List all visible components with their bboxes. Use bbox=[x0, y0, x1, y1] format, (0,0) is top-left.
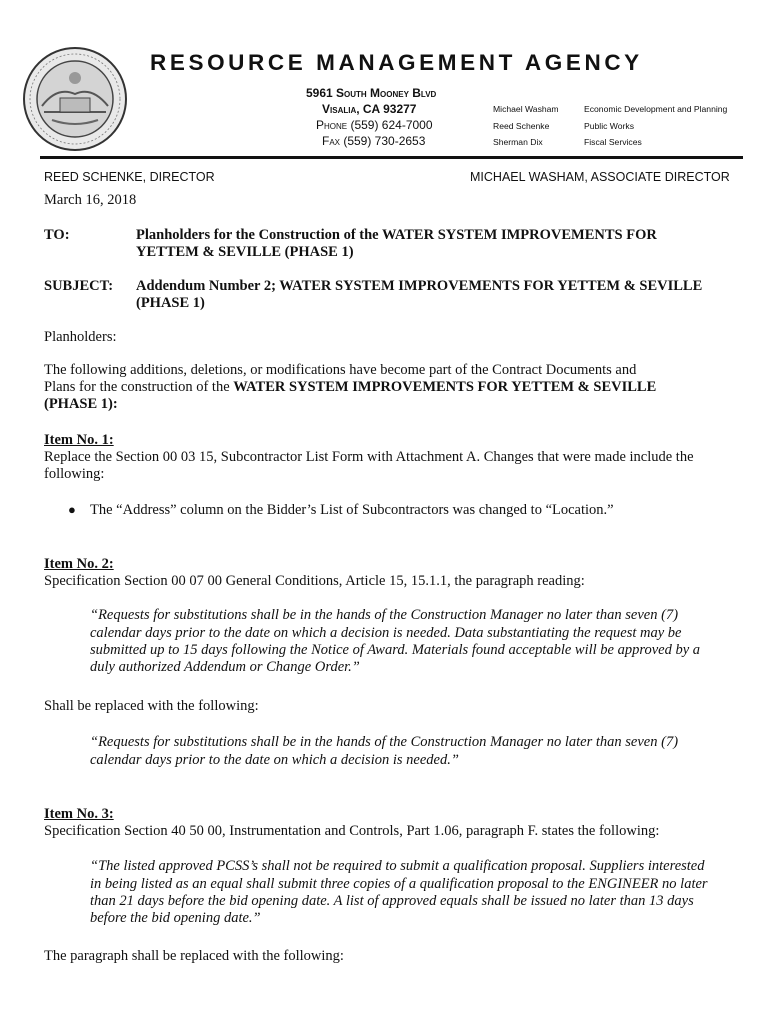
staff-name: Sherman Dix bbox=[493, 137, 543, 147]
item-text: following: bbox=[44, 466, 105, 482]
subject-label: SUBJECT: bbox=[44, 278, 114, 294]
item-text: Specification Section 40 50 00, Instrumentation and Controls, Part 1.06, paragraph F. states the following: bbox=[44, 823, 660, 839]
staff-department: Economic Development and Planning bbox=[584, 104, 728, 114]
quote-line: submitted up to 15 days following the Notice of Award. Materials found acceptable will be approved by a bbox=[90, 642, 701, 658]
quote-line: in being listed as an equal shall submit three copies of a qualification proposal to the ENGINEER no later bbox=[90, 876, 708, 892]
associate-director-name: MICHAEL WASHAM, ASSOCIATE DIRECTOR bbox=[470, 170, 730, 184]
staff-department: Fiscal Services bbox=[584, 137, 642, 147]
bullet-icon: ● bbox=[68, 502, 76, 517]
quote-line: calendar days prior to the date on which a decision is needed. Data substantiating the request may be bbox=[90, 625, 682, 641]
county-seal-logo bbox=[22, 46, 128, 152]
item-heading: Item No. 1: bbox=[44, 432, 114, 448]
item-heading: Item No. 3: bbox=[44, 806, 114, 822]
to-line: YETTEM & SEVILLE (PHASE 1) bbox=[136, 244, 354, 260]
item-text: Specification Section 00 07 00 General Conditions, Article 15, 15.1.1, the paragraph reading: bbox=[44, 573, 585, 589]
intro-line bbox=[44, 379, 656, 397]
address-street: 5961 South Mooney Blvd bbox=[306, 86, 437, 100]
header-divider bbox=[40, 156, 743, 159]
quote-line: “Requests for substitutions shall be in the hands of the Construction Manager no later than seven (7) bbox=[90, 734, 679, 750]
memo-date: March 16, 2018 bbox=[44, 192, 137, 208]
bullet-text: The “Address” column on the Bidder’s List of Subcontractors was changed to “Location.” bbox=[90, 502, 614, 518]
intro-line: The following additions, deletions, or modifications have become part of the Contract Documents and bbox=[44, 362, 637, 378]
replace-line: Shall be replaced with the following: bbox=[44, 698, 259, 714]
quote-line: “Requests for substitutions shall be in the hands of the Construction Manager no later than seven (7) bbox=[90, 607, 679, 623]
staff-name: Reed Schenke bbox=[493, 121, 550, 131]
agency-name: RESOURCE MANAGEMENT AGENCY bbox=[150, 50, 643, 75]
to-line: Planholders for the Construction of the WATER SYSTEM IMPROVEMENTS FOR bbox=[136, 227, 657, 243]
address-city: Visalia, CA 93277 bbox=[322, 102, 417, 116]
replace-line: The paragraph shall be replaced with the following: bbox=[44, 948, 344, 964]
to-label: TO: bbox=[44, 227, 70, 243]
intro-project-name: WATER SYSTEM IMPROVEMENTS FOR YETTEM & SEVILLE bbox=[233, 379, 657, 395]
item-text: Replace the Section 00 03 15, Subcontractor List Form with Attachment A. Changes that were made include the bbox=[44, 449, 694, 465]
quote-line: duly authorized Addendum or Change Order.” bbox=[90, 659, 360, 675]
quote-line: than 21 days before the bid opening date. A list of approved equals shall be issued no later than 13 days bbox=[90, 893, 694, 909]
director-name: REED SCHENKE, DIRECTOR bbox=[44, 170, 215, 184]
staff-department: Public Works bbox=[584, 121, 634, 131]
intro-text: Plans for the construction of the bbox=[44, 379, 234, 395]
subject-line: (PHASE 1) bbox=[136, 295, 205, 311]
quote-line: “The listed approved PCSS’s shall not be required to submit a qualification proposal. Suppliers interested bbox=[90, 858, 705, 874]
quote-line: calendar days prior to the date on which a decision is needed.” bbox=[90, 752, 459, 768]
address-fax: Fax (559) 730-2653 bbox=[322, 134, 426, 148]
item-heading: Item No. 2: bbox=[44, 556, 114, 572]
intro-line: (PHASE 1): bbox=[44, 396, 118, 412]
address-phone: Phone (559) 624-7000 bbox=[316, 118, 433, 132]
quote-line: before the bid opening date.” bbox=[90, 910, 261, 926]
subject-line: Addendum Number 2; WATER SYSTEM IMPROVEMENTS FOR YETTEM & SEVILLE bbox=[136, 278, 703, 294]
salutation: Planholders: bbox=[44, 329, 117, 345]
staff-name: Michael Washam bbox=[493, 104, 559, 114]
